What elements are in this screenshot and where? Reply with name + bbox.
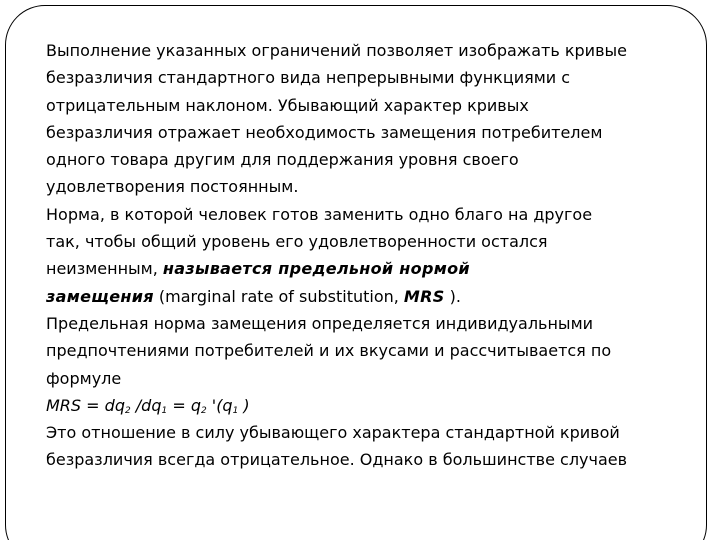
text-line: Предельная норма замещения определяется индивидуальными <box>46 313 594 333</box>
formula-subscript: 1 <box>232 405 239 416</box>
text-fragment: (marginal rate of substitution, <box>153 286 404 306</box>
formula-part: /dq <box>130 395 162 415</box>
text-line <box>46 283 707 310</box>
text-line: отрицательным наклоном. Убывающий характер кривых <box>46 95 529 115</box>
slide-text-body <box>46 37 707 474</box>
mrs-formula <box>46 392 707 419</box>
slide-frame <box>5 5 707 540</box>
text-fragment: неизменным, <box>46 259 163 279</box>
key-term: замещения <box>46 286 154 306</box>
text-line: безразличия отражает необходимость замещения потребителем <box>46 122 603 142</box>
text-line: безразличия всегда отрицательное. Однако в большинстве случаев <box>46 450 628 470</box>
text-line: предпочтениями потребителей и их вкусами и рассчитывается по <box>46 341 612 361</box>
key-term: называется предельной нормой <box>162 259 470 279</box>
text-line: формуле <box>46 368 122 388</box>
text-line: Норма, в которой человек готов заменить одно благо на другое <box>46 204 593 224</box>
formula-subscript: 1 <box>161 405 168 416</box>
text-line <box>46 255 707 282</box>
text-line: безразличия стандартного вида непрерывными функциями с <box>46 68 571 88</box>
formula-part: = q <box>167 395 201 415</box>
text-line: одного товара другим для поддержания уровня своего <box>46 150 519 170</box>
formula-subscript: 2 <box>200 405 207 416</box>
formula-part: '(q <box>206 395 233 415</box>
formula-part: ) <box>238 395 250 415</box>
text-line: так, чтобы общий уровень его удовлетворенности остался <box>46 232 548 252</box>
text-line: удовлетворения постоянным. <box>46 177 299 197</box>
text-fragment: ). <box>444 286 462 306</box>
text-line: Это отношение в силу убывающего характера стандартной кривой <box>46 423 620 443</box>
formula-subscript: 2 <box>124 405 131 416</box>
formula-part: MRS = dq <box>46 395 125 415</box>
mrs-abbreviation: MRS <box>403 286 445 306</box>
text-line: Выполнение указанных ограничений позволяет изображать кривые <box>46 41 627 60</box>
